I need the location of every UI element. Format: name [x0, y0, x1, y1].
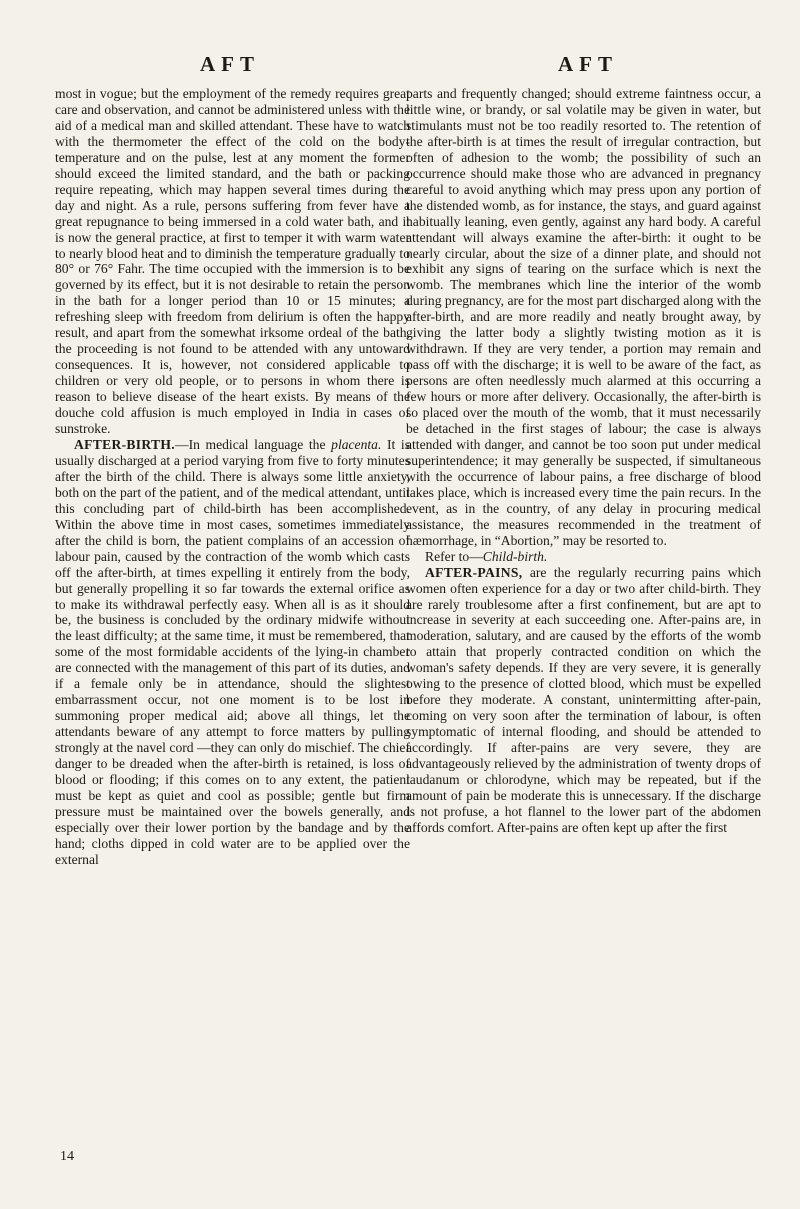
cross-reference: [406, 549, 761, 565]
entry-after-pains: [406, 565, 761, 836]
page-number: 14: [60, 1149, 74, 1164]
refer-lead: Refer to—: [425, 548, 483, 564]
running-head-left: AFT: [200, 52, 260, 76]
refer-target: Child-birth.: [482, 548, 548, 564]
entry-after-birth: [55, 437, 410, 868]
entry-lead: —In medical language the: [174, 436, 326, 452]
running-head-right: AFT: [558, 52, 618, 76]
right-column: [406, 86, 761, 836]
paragraph: parts and frequently changed; should extreme faintness occur, a little wine, or brandy, or sal volatile may be given in water, but stimulants must not be too readily resorted to. The retention of the after-birth is at times the result of irregular contraction, but often of adhesion to the womb; the possibility of such an occurrence should make those who are advanced in pregnancy careful to avoid anything which may press upon any portion of the distended womb, as for instance, the stays, and guard against habitually leaning, even gently, against any hard body. A careful attendant will always examine the after-birth: it ought to be nearly circular, about the size of a dinner plate, and should not exhibit any signs of tearing on the surface which is next the womb. The membranes which line the interior of the womb during pregnancy, are for the most part discharged along with the after-birth, and are more readily and neatly brought away, by giving the latter body a slightly twisting motion as it is withdrawn. If they are very tender, a portion may remain and pass off with the discharge; it is well to be aware of the fact, as persons are often needlessly much alarmed at this occurring a few hours or more after delivery. Occasionally, the after-birth is so placed over the mouth of the womb, that it must necessarily be detached in the first stages of labour; the case is always attended with danger, and cannot be too soon put under medical superintendence; it may generally be suspected, if simultaneous with the occurrence of labour pains, a free discharge of blood takes place, which is increased every time the pain recurs. In the event, as in the country, of any delay in procuring medical assistance, the measures recommended in the treatment of hæmorrhage, in “Abortion,” may be resorted to.: [406, 86, 761, 548]
entry-text: are the regularly recurring pains which women often experience for a day or two after child-birth. They are rarely troublesome after a first confinement, but are apt to increase in severity at each succeeding one. After-pains are, in moderation, salutary, and are caused by the efforts of the womb to attain that properly contracted condition on which the woman's safety depends. If they are very severe, it is generally owing to the presence of clotted blood, which must be expelled before they moderate. A constant, unintermitting after-pain, coming on very soon after the termination of labour, is often symptomatic of internal flooding, and should be attended to accordingly. If after-pains are very severe, they are advantageously relieved by the administration of twenty drops of laudanum or chlorodyne, which may be repeated, but if the amount of pain be moderate this is unnecessary. If the discharge is not profuse, a hot flannel to the lower part of the abdomen affords comfort. After-pains are often kept up after the first: [406, 564, 761, 835]
entry-term: AFTER-PAINS,: [425, 564, 523, 580]
entry-term-italic: placenta.: [331, 436, 382, 452]
paragraph: most in vogue; but the employment of the remedy requires great care and observation, and cannot be administered unless with the aid of a medical man and skilled attendant. These have to watch with the thermometer the effect of the cold on the body-temperature and on the pulse, lest at any moment the former should exceed the limited standard, and the bath or packing require repeating, which may happen several times during the day and night. As a rule, persons suffering from fever have a great repugnance to being immersed in a cold water bath, and it is now the general practice, at first to temper it with warm water to nearly blood heat and to diminish the temperature gradually to 80° or 76° Fahr. The time occupied with the immersion is to be governed by its effect, but it is not desirable to retain the person in the bath for a longer period than 10 or 15 minutes; a refreshing sleep with freedom from delirium is often the happy result, and apart from the somewhat irksome ordeal of the bath, the proceeding is not found to be attended with any untoward consequences. It is, however, not considered applicable to children or very old people, or to persons in whom there is reason to believe disease of the heart exists. By means of the douche cold affusion is much employed in India in cases of sunstroke.: [55, 86, 410, 437]
entry-text: It is usually discharged at a period varying from five to forty minutes after the birth of the child. There is always some little anxiety, both on the part of the patient, and of the medical attendant, until this concluding part of child-birth has been accomplished. Within the above time in most cases, sometimes immediately after the child is born, the patient complains of an accession of labour pain, caused by the contraction of the womb which casts off the after-birth, at times expelling it entirely from the body, but generally propelling it so far towards the external orifice as to make its withdrawal perfectly easy. When all is as it should be, the business is concluded by the ordinary midwife without the least difficulty; at the same time, it must be remembered, that some of the most formidable accidents of the lying-in chamber are connected with the management of this part of its duties, and if a female only be in attendance, should the slightest embarrassment occur, not one moment is to be lost in summoning proper medical aid; above all things, let the attendants beware of any attempt to force matters by pulling strongly at the navel cord —they can only do mischief. The chief danger to be dreaded when the after-birth is retained, is loss of blood or flooding; if this comes on to any extent, the patient must be kept as quiet and cool as possible; gentle but firm pressure must be maintained over the bowels generally, and especially over their lower portion by the bandage and by the hand; cloths dipped in cold water are to be applied over the external: [55, 436, 411, 867]
left-column: [55, 86, 410, 868]
entry-term: AFTER-BIRTH.: [74, 436, 175, 452]
